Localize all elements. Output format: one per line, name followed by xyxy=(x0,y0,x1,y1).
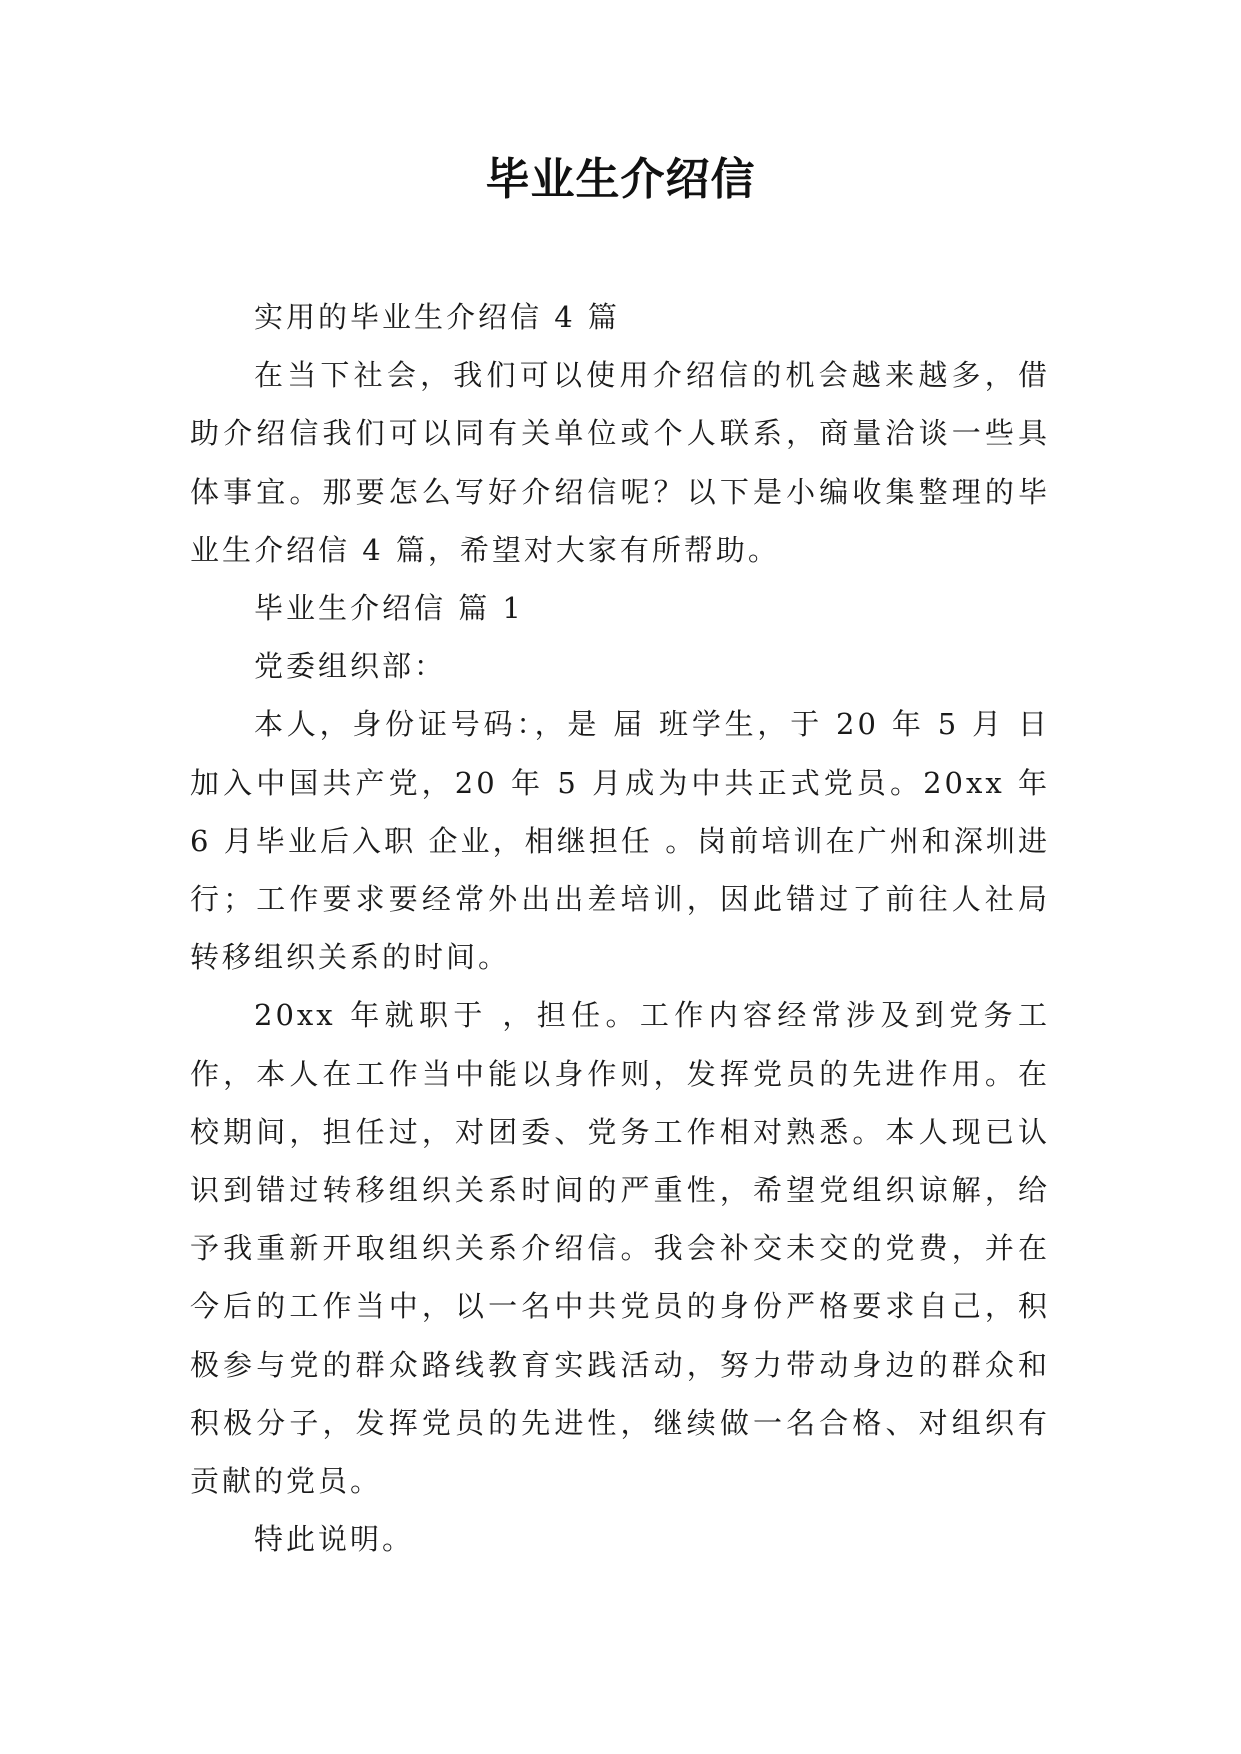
document-title: 毕业生介绍信 xyxy=(485,154,756,205)
body-paragraph: 本人，身份证号码：，是 届 班学生，于 20 年 5 月 日加入中国共产党，20 年 5 月成为中共正式党员。20xx 年 6 月毕业后入职 企业，相继担任 。岗前培训在广州和深圳进行；工作要求要经常外出出差培训，因此错过了前往人社局转移组织关系的时间。 xyxy=(190,707,1050,975)
intro-paragraph: 在当下社会，我们可以使用介绍信的机会越来越多，借助介绍信我们可以同有关单位或个人联系，商量洽谈一些具体事宜。那要怎么写好介绍信呢？以下是小编收集整理的毕业生介绍信 4 篇，希望对大家有所帮助。 xyxy=(190,358,1050,567)
closing-paragraph: 特此说明。 xyxy=(254,1522,415,1557)
body-paragraph: 20xx 年就职于 ，担任。工作内容经常涉及到党务工作，本人在工作当中能以身作则，发挥党员的先进作用。在校期间，担任过，对团委、党务工作相对熟悉。本人现已认识到错过转移组织关系时间的严重性，希望党组织谅解，给予我重新开取组织关系介绍信。我会补交未交的党费，并在今后的工作当中，以一名中共党员的身份严格要求自己，积极参与党的群众路线教育实践活动，努力带动身边的群众和积极分子，发挥党员的先进性，继续做一名合格、对组织有贡献的党员。 xyxy=(190,998,1050,1499)
document-body xyxy=(190,288,1050,1568)
subtitle-paragraph: 实用的毕业生介绍信 4 篇 xyxy=(254,300,620,334)
salutation: 党委组织部： xyxy=(254,649,447,684)
section-heading: 毕业生介绍信 篇 1 xyxy=(254,591,524,626)
